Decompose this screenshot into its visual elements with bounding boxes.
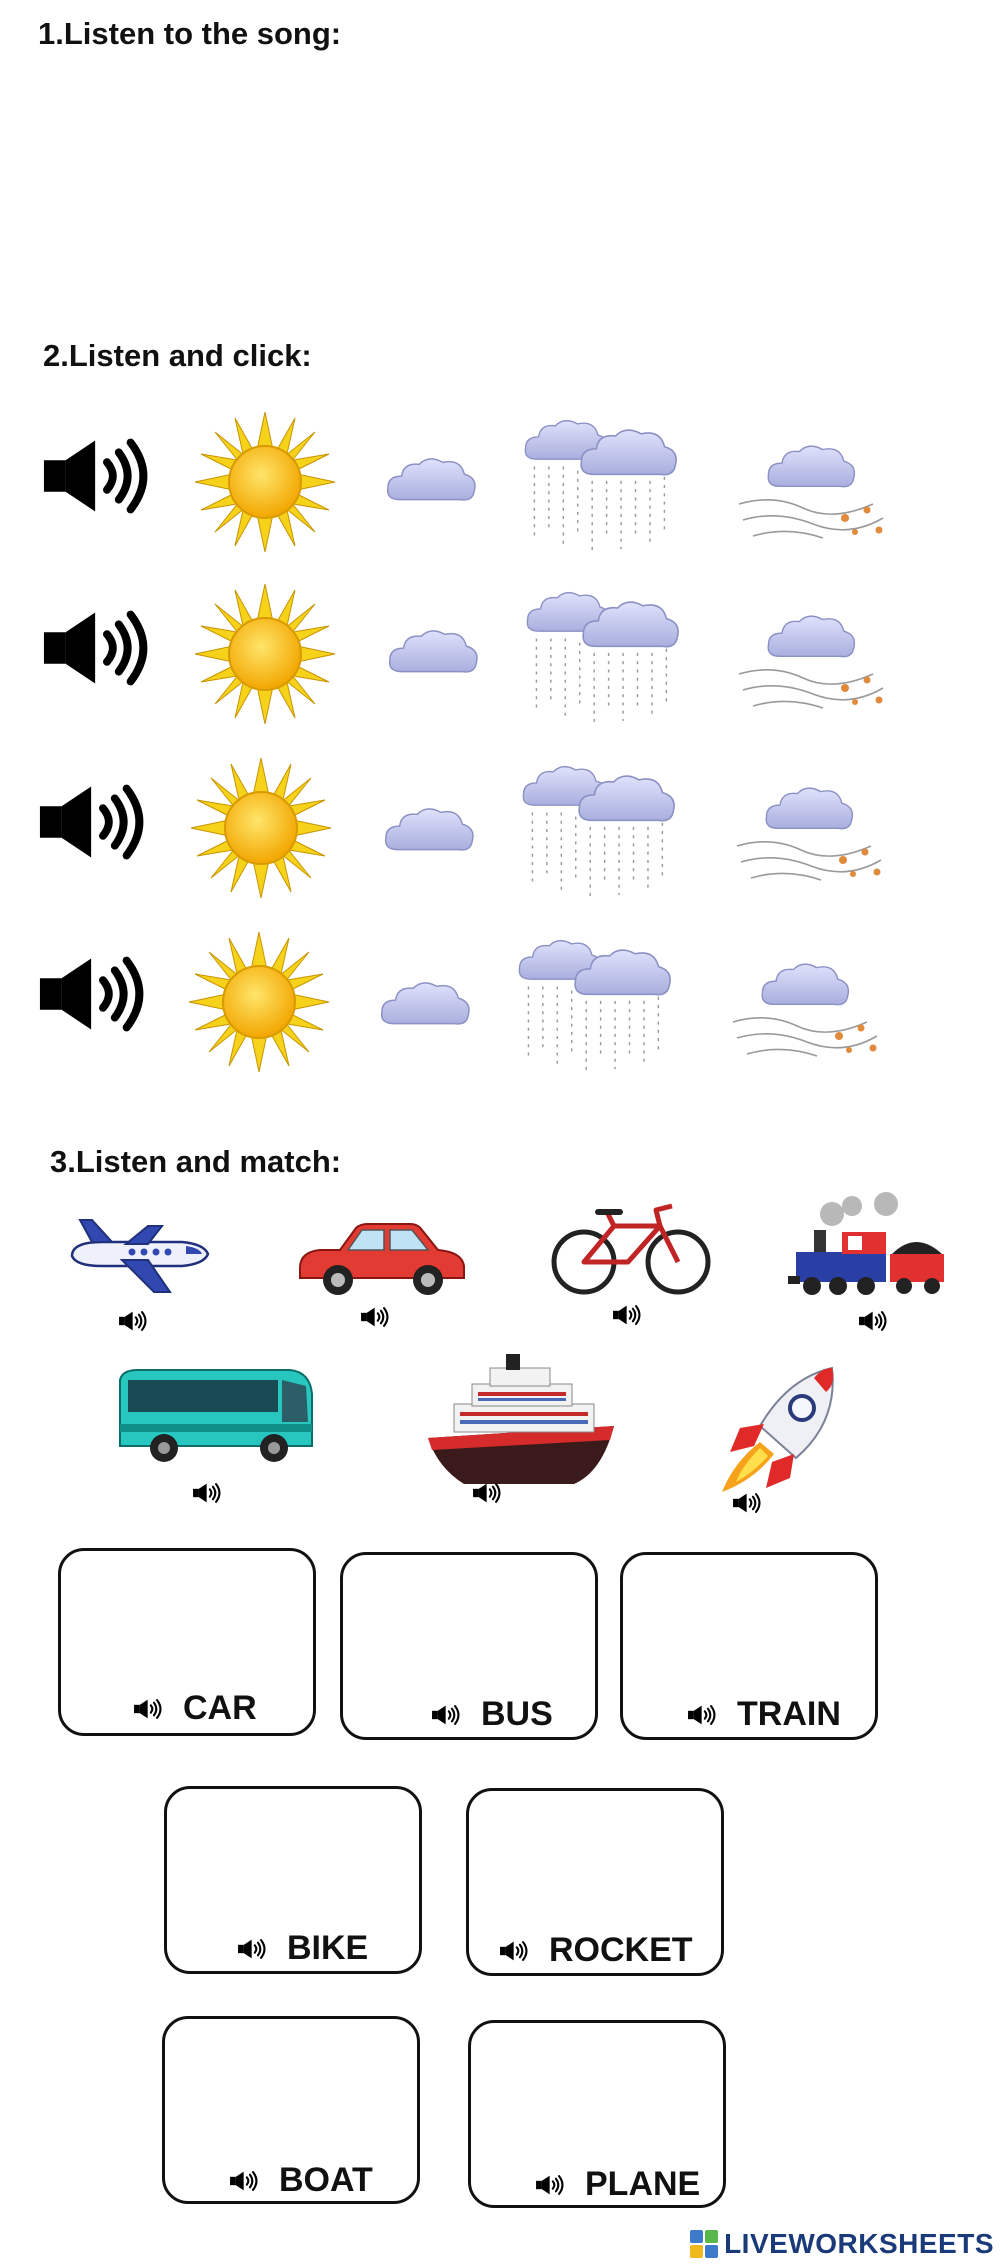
rain-cloud-icon[interactable] — [522, 582, 687, 732]
rain-cloud-icon[interactable] — [514, 930, 679, 1080]
answer-label — [237, 1929, 368, 1968]
train-icon[interactable] — [786, 1192, 952, 1302]
weather-row — [0, 756, 1000, 906]
weather-row — [0, 582, 1000, 732]
speaker-icon[interactable] — [431, 1700, 465, 1730]
rain-cloud-icon[interactable] — [518, 756, 683, 906]
speaker-icon[interactable] — [360, 1302, 394, 1332]
liveworksheets-logo-icon — [690, 2230, 718, 2258]
sun-icon[interactable] — [184, 932, 334, 1072]
wind-cloud-icon[interactable] — [728, 438, 898, 548]
wind-cloud-icon[interactable] — [726, 780, 896, 890]
section-2-title: 2.Listen and click: — [43, 338, 312, 373]
speaker-icon[interactable] — [858, 1306, 892, 1336]
answer-text: CAR — [183, 1689, 257, 1727]
answer-text: PLANE — [585, 2165, 701, 2203]
rain-cloud-icon[interactable] — [520, 410, 685, 560]
speaker-icon[interactable] — [687, 1700, 721, 1730]
answer-text: BOAT — [279, 2161, 373, 2199]
speaker-icon[interactable] — [36, 954, 164, 1034]
speaker-icon[interactable] — [40, 608, 168, 688]
boat-icon[interactable] — [424, 1350, 618, 1490]
speaker-icon[interactable] — [732, 1488, 766, 1518]
cloud-icon[interactable] — [384, 622, 482, 682]
speaker-icon[interactable] — [229, 2166, 263, 2196]
answer-label — [499, 1931, 693, 1970]
section-1-title: 1.Listen to the song: — [38, 16, 342, 51]
answer-label — [535, 2165, 700, 2204]
speaker-icon[interactable] — [612, 1300, 646, 1330]
speaker-icon[interactable] — [237, 1934, 271, 1964]
speaker-icon[interactable] — [472, 1478, 506, 1508]
speaker-icon[interactable] — [192, 1478, 226, 1508]
speaker-icon[interactable] — [36, 782, 164, 862]
answer-box[interactable] — [468, 2020, 726, 2208]
answer-box[interactable] — [164, 1786, 422, 1974]
speaker-icon[interactable] — [118, 1306, 152, 1336]
cloud-icon[interactable] — [382, 450, 480, 510]
cloud-icon[interactable] — [376, 974, 474, 1034]
plane-icon[interactable] — [62, 1212, 212, 1296]
sun-icon[interactable] — [186, 758, 336, 898]
speaker-icon[interactable] — [133, 1694, 167, 1724]
bus-icon[interactable] — [114, 1360, 316, 1470]
answer-text: ROCKET — [549, 1931, 693, 1969]
answer-box[interactable] — [162, 2016, 420, 2204]
answer-label — [431, 1695, 553, 1734]
bike-icon[interactable] — [548, 1196, 714, 1302]
footer-brand-text: LIVEWORKSHEETS — [724, 2228, 994, 2259]
car-icon[interactable] — [294, 1216, 470, 1300]
answer-text: BIKE — [287, 1929, 369, 1967]
weather-row — [0, 928, 1000, 1078]
weather-row — [0, 410, 1000, 560]
rocket-icon[interactable] — [714, 1362, 848, 1498]
speaker-icon[interactable] — [40, 436, 168, 516]
wind-cloud-icon[interactable] — [728, 608, 898, 718]
footer-logo — [690, 2228, 994, 2260]
sun-icon[interactable] — [190, 584, 340, 724]
sun-icon[interactable] — [190, 412, 340, 552]
answer-text: BUS — [481, 1695, 553, 1733]
answer-label — [133, 1689, 257, 1728]
speaker-icon[interactable] — [535, 2170, 569, 2200]
answer-text: TRAIN — [737, 1695, 841, 1733]
answer-box[interactable] — [466, 1788, 724, 1976]
answer-box[interactable] — [340, 1552, 598, 1740]
section-3-title: 3.Listen and match: — [50, 1144, 342, 1179]
answer-box[interactable] — [620, 1552, 878, 1740]
answer-box[interactable] — [58, 1548, 316, 1736]
wind-cloud-icon[interactable] — [722, 956, 892, 1066]
cloud-icon[interactable] — [380, 800, 478, 860]
speaker-icon[interactable] — [499, 1936, 533, 1966]
answer-label — [229, 2161, 373, 2200]
answer-label — [687, 1695, 841, 1734]
